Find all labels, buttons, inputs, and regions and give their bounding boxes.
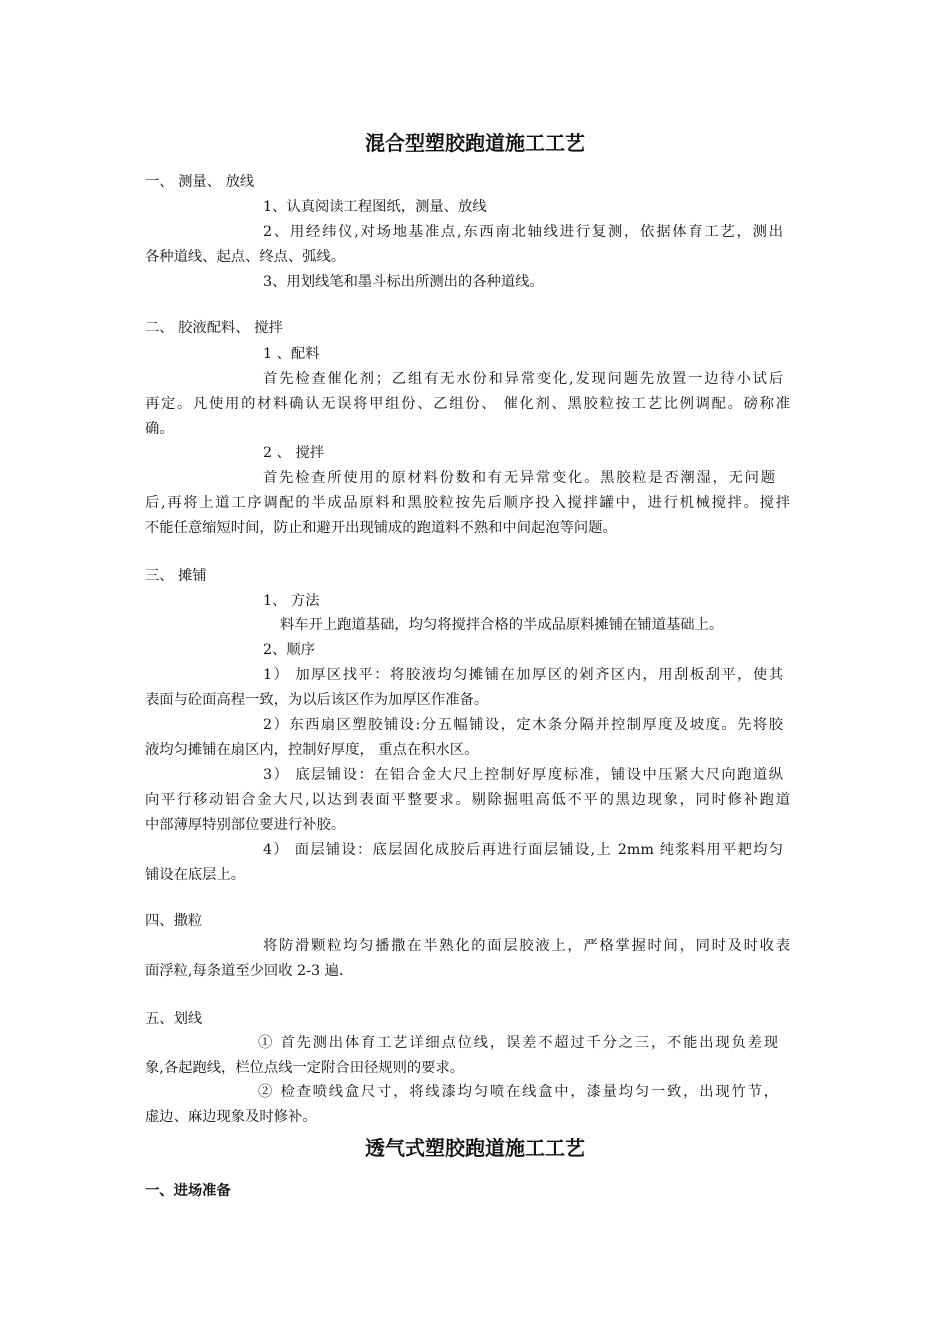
paragraph-line: 4） 面层铺设：底层固化成胶后再进行面层铺设,上 2mm 纯浆料用平耙均匀 bbox=[263, 842, 783, 858]
paragraph-line: 中部薄厚特别部位要进行补胶。 bbox=[145, 817, 346, 833]
paragraph-line: 再定。凡使用的材料确认无误将甲组份、乙组份、 催化剂、黑胶粒按工艺比例调配。磅称准 bbox=[145, 396, 790, 412]
paragraph-line: 1、认真阅读工程图纸，测量、放线 bbox=[263, 199, 487, 215]
subheading: 2 、 搅拌 bbox=[263, 445, 325, 461]
paragraph-line: 面浮粒,每条道至少回收 2-3 遍. bbox=[145, 963, 344, 979]
document-title-2: 透气式塑胶跑道施工工艺 bbox=[365, 1136, 585, 1160]
paragraph-line: 不能任意缩短时间，防止和避开出现铺成的跑道料不熟和中间起泡等问题。 bbox=[145, 520, 617, 536]
paragraph-line: 表面与砼面高程一致，为以后该区作为加厚区作准备。 bbox=[145, 692, 489, 708]
paragraph-line: 3） 底层铺设：在铝合金大尺上控制好厚度标准，铺设中压紧大尺向跑道纵 bbox=[263, 767, 783, 783]
paragraph-line: 各种道线、起点、终点、弧线。 bbox=[145, 249, 346, 265]
subheading: 1 、配料 bbox=[263, 346, 320, 362]
subheading: 1、 方法 bbox=[263, 593, 320, 609]
section-heading-bold: 一、进场准备 bbox=[145, 1183, 231, 1199]
paragraph-line: 首先检查催化剂；乙组有无水份和异常变化,发现问题先放置一边待小试后 bbox=[263, 371, 783, 387]
paragraph-line: 首先检查所使用的原材料份数和有无异常变化。黑胶粒是否潮湿，无问题 bbox=[263, 470, 775, 486]
paragraph-line: 2、用经纬仪,对场地基准点,东西南北轴线进行复测，依据体育工艺，测出 bbox=[263, 224, 783, 240]
section-heading-2: 二、 胶液配料、 搅拌 bbox=[145, 320, 283, 336]
paragraph-line: ② 检查喷线盒尺寸，将线漆均匀喷在线盒中，漆量均匀一致，出现竹节， bbox=[258, 1084, 778, 1100]
paragraph-line: 后,再将上道工序调配的半成品原料和黑胶粒按先后顺序投入搅拌罐中，进行机械搅拌。搅拌 bbox=[145, 495, 790, 511]
paragraph-line: 向平行移动铝合金大尺,以达到表面平整要求。剔除掘咀高低不平的黑边现象，同时修补跑道 bbox=[145, 792, 790, 808]
paragraph-line: 确。 bbox=[145, 421, 174, 437]
paragraph-line: 铺设在底层上。 bbox=[145, 867, 246, 883]
section-heading-3: 三、 摊铺 bbox=[145, 568, 207, 584]
paragraph-line: 象,各起跑线，栏位点线一定附合田径规则的要求。 bbox=[145, 1060, 465, 1076]
document-title: 混合型塑胶跑道施工工艺 bbox=[365, 131, 585, 155]
section-heading-1: 一、 测量、 放线 bbox=[145, 174, 255, 190]
paragraph-line: 3、用划线笔和墨斗标出所测出的各种道线。 bbox=[263, 274, 544, 290]
paragraph-line: 1） 加厚区找平：将胶液均匀摊铺在加厚区的剁齐区内，用刮板刮平，使其 bbox=[263, 667, 783, 683]
paragraph-line: 料车开上跑道基础，均匀将搅拌合格的半成品原料摊铺在铺道基础上。 bbox=[280, 617, 724, 633]
section-heading-4: 四、撒粒 bbox=[145, 913, 203, 929]
paragraph-line: 2）东西扇区塑胶铺设:分五幅铺设，定木条分隔并控制厚度及坡度。先将胶 bbox=[263, 717, 783, 733]
paragraph-line: 将防滑颗粒均匀播撒在半熟化的面层胶液上，严格掌握时间，同时及时收表 bbox=[263, 938, 790, 954]
paragraph-line: 液均匀摊铺在扇区内，控制好厚度， 重点在积水区。 bbox=[145, 742, 479, 758]
paragraph-line: ① 首先测出体育工艺详细点位线，误差不超过千分之三，不能出现负差现 bbox=[258, 1035, 778, 1051]
subheading: 2、顺序 bbox=[263, 642, 315, 658]
paragraph-line: 虚边、麻边现象及时修补。 bbox=[145, 1109, 317, 1125]
section-heading-5: 五、划线 bbox=[145, 1011, 203, 1027]
